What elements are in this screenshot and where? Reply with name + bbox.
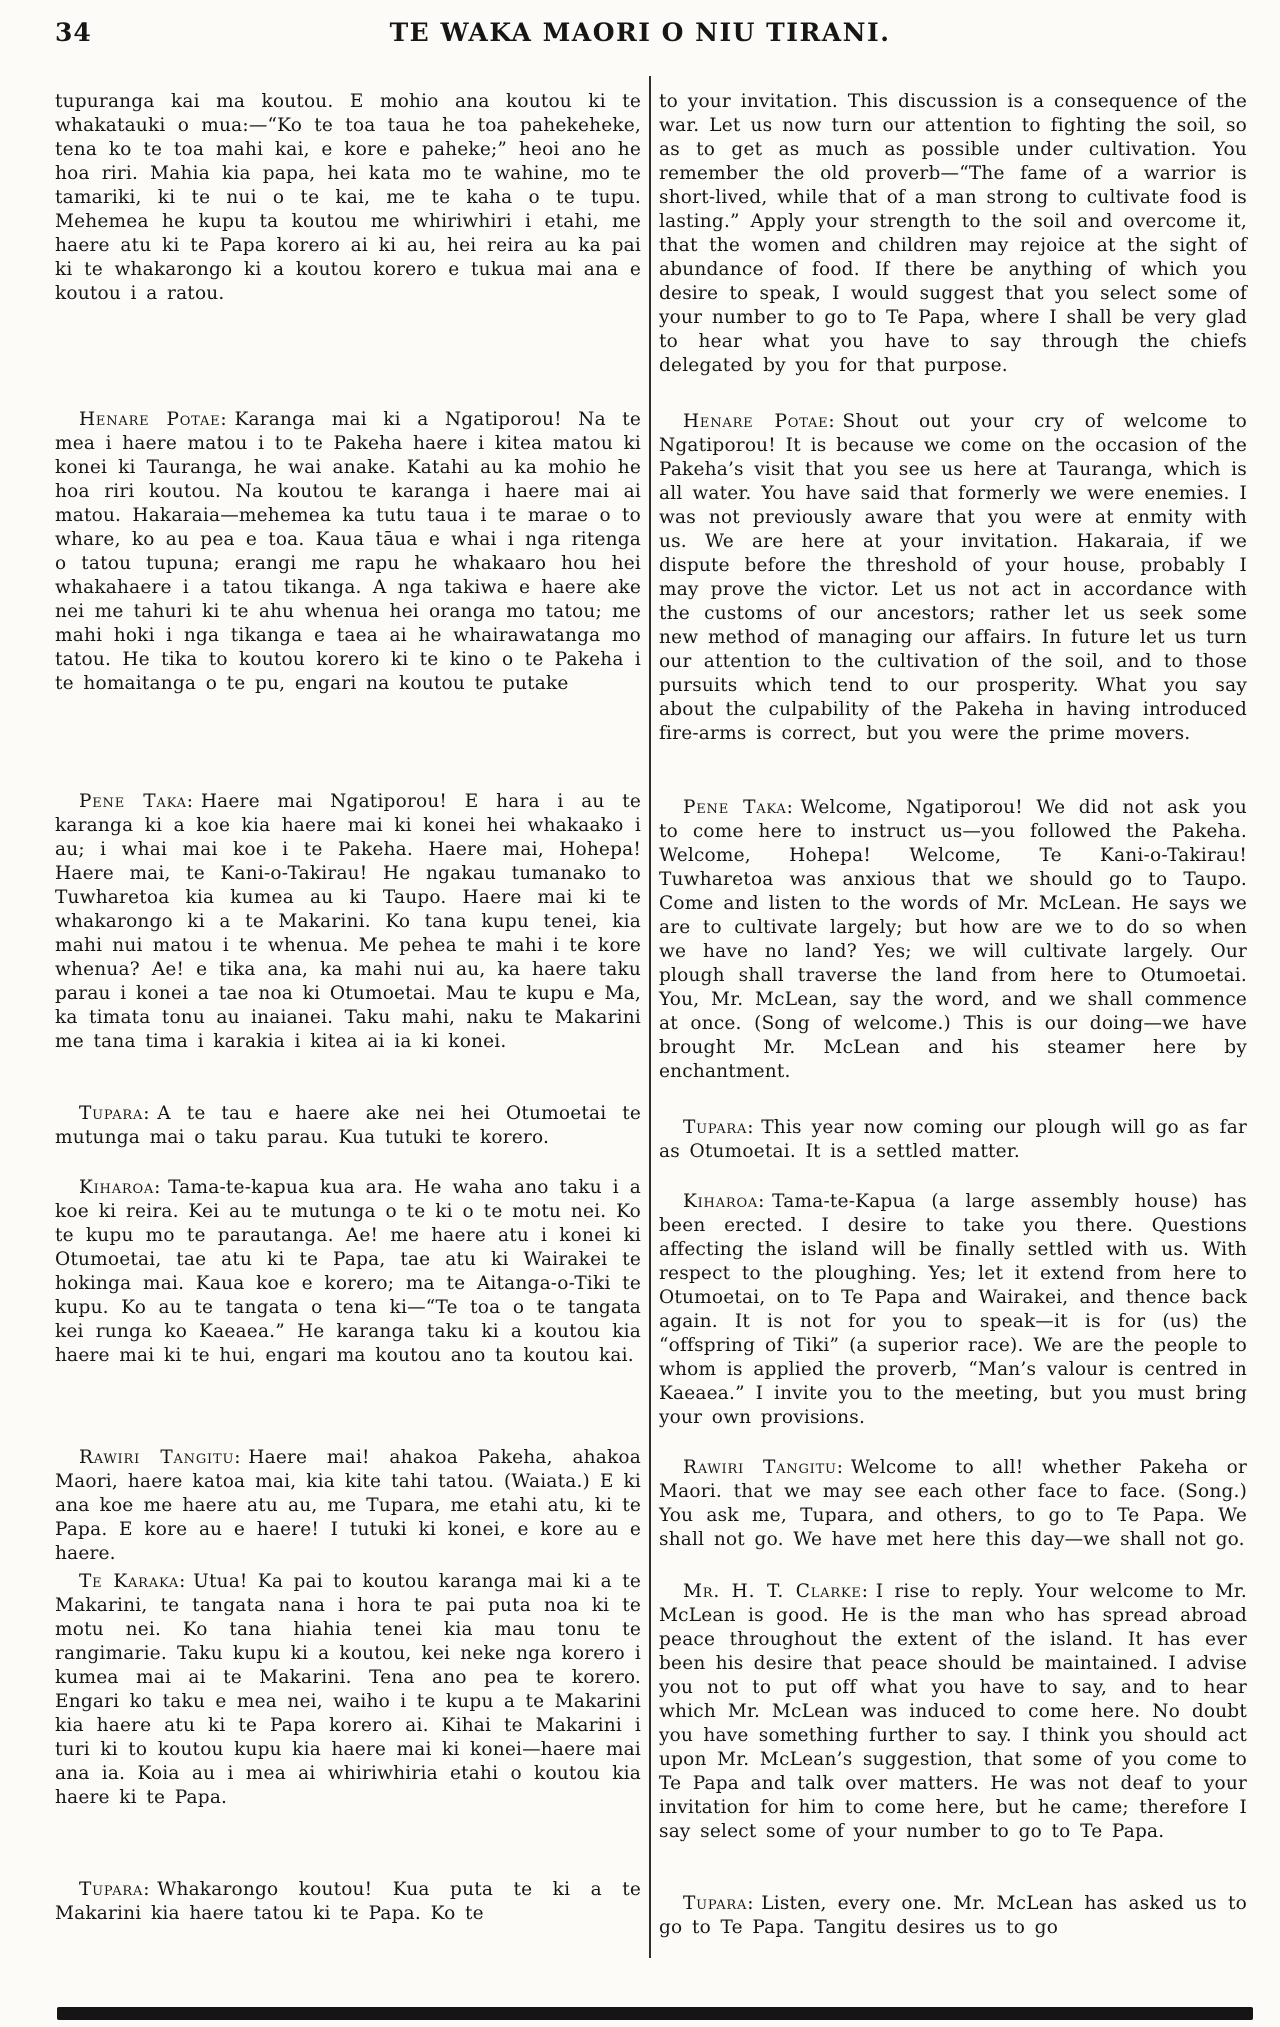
speaker-name: Kiharoa:	[79, 1177, 162, 1198]
scan-artifact-bar	[57, 2007, 1253, 2020]
paragraph-text: Welcome, Ngatiporou! We did not ask you to come here to instruct us—you followed the Pakeha. Welcome, Hohepa! Welcome, Te Kani-o-Takirau! Tuwharetoa was anxious that we should go to Taupo. Come and listen to the words of Mr. McLean. He says we are to cultivate largely; but how are we to do so when we have no land? Yes; we will cultivate largely. Our plough shall traverse the land from here to Otumoetai. You, Mr. McLean, say the word, and we shall commence at once. (Song of welcome.) This is our doing—we have brought Mr. McLean and his steamer here by enchantment.	[659, 797, 1247, 1082]
paragraph-text: Listen, every one. Mr. McLean has asked us to go to Te Papa. Tangitu desires us to go	[659, 1893, 1247, 1938]
speaker-name: Henare Potae:	[683, 411, 836, 432]
paragraph-text: Tama-te-kapua kua ara. He waha ano taku i a koe ki reira. Kei au te mutunga o te ki o te motu nei. Ko te kupu mo te parautanga. Ae! me haere atu i konei ki Otumoetai, tae atu ki te Papa, tae atu ki Wairakei te hokinga mai. Kaua koe e korero; ma te Aitanga-o-Tiki te kupu. Ko au te tangata o tena ki—“Te toa o te tangata kei runga ko Kaeaea.” He karanga taku ki a koutou kia haere mai ki te hui, engari ma koutou ano ta koutou kai.	[55, 1177, 641, 1366]
speaker-name: Tupara:	[683, 1893, 755, 1914]
maori-speech-pene-taka	[55, 790, 641, 1054]
speaker-name: Pene Taka:	[683, 797, 794, 818]
maori-speech-tupara-2	[55, 1878, 641, 1926]
speaker-name: Kiharoa:	[683, 1191, 766, 1212]
paragraph-text: Welcome to all! whether Pakeha or Maori. that we may see each other face to face. (Song.) You ask me, Tupara, and others, to go to Te Papa. We shall not go. We have met here this day—we shall not go.	[659, 1457, 1247, 1550]
paragraph-text: Tama-te-Kapua (a large assembly house) has been erected. I desire to take you there. Questions affecting the island will be finally settled with us. With respect to the ploughing. Yes; let it extend from here to Otumoetai, on to Te Papa and Wairakei, and thence back again. It is not for you to speak—it is for (us) the “offspring of Tiki” (a superior race). We are the people to whom is applied the proverb, “Man’s valour is centred in Kaeaea.” I invite you to the meeting, but you must bring your own provisions.	[659, 1191, 1247, 1428]
paragraph-text: This year now coming our plough will go as far as Otumoetai. It is a settled matter.	[659, 1117, 1247, 1162]
paragraph-text: Haere mai Ngatiporou! E hara i au te karanga ki a koe kia haere mai ki konei hei whakaako i au; i whai mai koe i te Pakeha. Haere mai, Hohepa! Haere mai, te Kani-o-Takirau! He ngakau tumanako to Tuwharetoa kia kumea au ki Taupo. Haere mai ki te whakarongo ki a te Makarini. Ko tana kupu tenei, kia mahi nui matou i te whenua. Me pehea te mahi i te kore whenua? Ae! e tika ana, ka mahi nui au, ka haere taku parau i konei a tae noa ki Otumoetai. Mau te kupu e Ma, ka timata tonu au inaianei. Taku mahi, naku te Makarini me tana tima i karakia i kitea ai ia ki konei.	[55, 791, 641, 1052]
maori-speech-tupara	[55, 1102, 641, 1150]
paragraph-text: I rise to reply. Your welcome to Mr. McLean is good. He is the man who has spread abroad peace throughout the extent of the island. It has ever been his desire that peace should be maintained. I advise you not to put off what you have to say, and to hear which Mr. McLean was induced to come here. No doubt you have something further to say. I think you should act upon Mr. McLean’s suggestion, that some of you come to Te Papa and talk over matters. He was not deaf to your invitation for him to come here, but he came; therefore I say select some of your number to go to Te Papa.	[659, 1581, 1247, 1842]
english-paragraph-continuation	[659, 90, 1247, 378]
maori-speech-te-karaka	[55, 1570, 641, 1810]
english-speech-tupara-2	[659, 1892, 1247, 1940]
paragraph-text: Karanga mai ki a Ngatiporou! Na te mea i haere matou i to te Pakeha haere i kitea matou ki konei ki Tauranga, he wai anake. Katahi au ka mohio he hoa riri koutou. Na koutou te karanga i haere mai ai matou. Hakaraia—mehemea ka tutu taua i te marae o to whare, ko au pea e toa. Kaua tāua e whai i nga ritenga o tatou tupuna; erangi me rapu he whakaaro hou hei whakahaere i a tatou tikanga. A nga takiwa e haere ake nei me tahuri ki te ahu whenua hei oranga mo tatou; me mahi hoki i nga tikanga e taea ai he whairawatanga mo tatou. He tika to koutou korero ki te kino o te Pakeha i te homaitanga o te pu, engari na koutou te putake	[55, 409, 641, 694]
speaker-name: Rawiri Tangitu:	[79, 1447, 242, 1468]
maori-speech-kiharoa	[55, 1176, 641, 1368]
english-speech-rawiri-tangitu	[659, 1456, 1247, 1552]
paragraph-text: tupuranga kai ma koutou. E mohio ana koutou ki te whakatauki o mua:—“Ko te toa taua he toa pahekeheke, tena ko te toa mahi kai, e kore e paheke;” heoi ano he hoa riri. Mahia kia papa, hei kata mo te wahine, mo te tamariki, ki te nui o te kai, me te kaha o te tupu. Mehemea he kupu ta koutou me whiriwhiri i etahi, me haere atu ki te Papa korero ai ki au, hei reira au ka pai ki te whakarongo ki a koutou korero e tukua mai ana e koutou i a ratou.	[55, 91, 641, 304]
speaker-name: Tupara:	[79, 1103, 151, 1124]
speaker-name: Rawiri Tangitu:	[683, 1457, 844, 1478]
page-title: TE WAKA MAORI O NIU TIRANI.	[389, 18, 891, 47]
english-speech-tupara	[659, 1116, 1247, 1164]
paragraph-text: to your invitation. This discussion is a consequence of the war. Let us now turn our attention to fighting the soil, so as to get as much as possible under cultivation. You remember the old proverb—“The fame of a warrior is short-lived, while that of a man strong to cultivate food is lasting.” Apply your strength to the soil and overcome it, that the women and children may rejoice at the sight of abundance of food. If there be anything of which you desire to speak, I would suggest that you select some of your number to go to Te Papa, where I shall be very glad to hear what you have to say through the chiefs delegated by you for that purpose.	[659, 91, 1247, 376]
speaker-name: Tupara:	[79, 1879, 151, 1900]
page-number: 34	[55, 18, 92, 47]
maori-speech-henare-potae	[55, 408, 641, 696]
paragraph-text: Whakarongo koutou! Kua puta te ki a te Makarini kia haere tatou ki te Papa. Ko te	[55, 1879, 641, 1924]
paragraph-text: Shout out your cry of welcome to Ngatiporou! It is because we come on the occasion of the Pakeha’s visit that you see us here at Tauranga, which is all water. You have said that formerly we were enemies. I was not previously aware that you were at enmity with us. We are here at your invitation. Hakaraia, if we dispute before the threshold of your house, probably I may prove the victor. Let us not act in accordance with the customs of our ancestors; rather let us seek some new method of managing our affairs. In future let us turn our attention to the cultivation of the soil, and to those pursuits which tend to our prosperity. What you say about the culpability of the Pakeha in having introduced fire-arms is correct, but you were the prime movers.	[659, 411, 1248, 744]
english-speech-henare-potae	[659, 410, 1247, 746]
speaker-name: Tupara:	[683, 1117, 755, 1138]
paragraph-text: Haere mai! ahakoa Pakeha, ahakoa Maori, haere katoa mai, kia kite tahi tatou. (Waiata.) E ki ana koe me haere atu au, me Tupara, me etahi atu, ki te Papa. E kore au e haere! I tutuki ki konei, e kore au e haere.	[55, 1447, 641, 1564]
column-divider	[649, 76, 651, 1958]
maori-speech-rawiri-tangitu	[55, 1446, 641, 1566]
speaker-name: Mr. H. T. Clarke:	[683, 1581, 869, 1602]
speaker-name: Te Karaka:	[79, 1571, 187, 1592]
english-speech-pene-taka	[659, 796, 1247, 1084]
speaker-name: Henare Potae:	[79, 409, 228, 430]
paragraph-text: A te tau e haere ake nei hei Otumoetai te mutunga mai o taku parau. Kua tutuki te korero.	[55, 1103, 641, 1148]
english-speech-h-t-clarke	[659, 1580, 1247, 1844]
speaker-name: Pene Taka:	[79, 791, 194, 812]
maori-paragraph-continuation	[55, 90, 641, 306]
english-speech-kiharoa	[659, 1190, 1247, 1430]
paragraph-text: Utua! Ka pai to koutou karanga mai ki a te Makarini, te tangata nana i hora te pai puta noa ki te motu nei. Ko tana hiahia tenei kia mau tonu te rangimarie. Taku kupu ki a koutou, kei neke nga korero i kumea mai ai te Makarini. Tena ano pea te korero. Engari ko taku e mea nei, waiho i te kupu a te Makarini kia haere atu ki te Papa korero ai. Kihai te Makarini i turi ki to koutou kupu kia haere mai ki konei—haere mai ana ia. Koia au i mea ai whiriwhiria etahi o koutou kia haere ki te Papa.	[55, 1571, 641, 1808]
